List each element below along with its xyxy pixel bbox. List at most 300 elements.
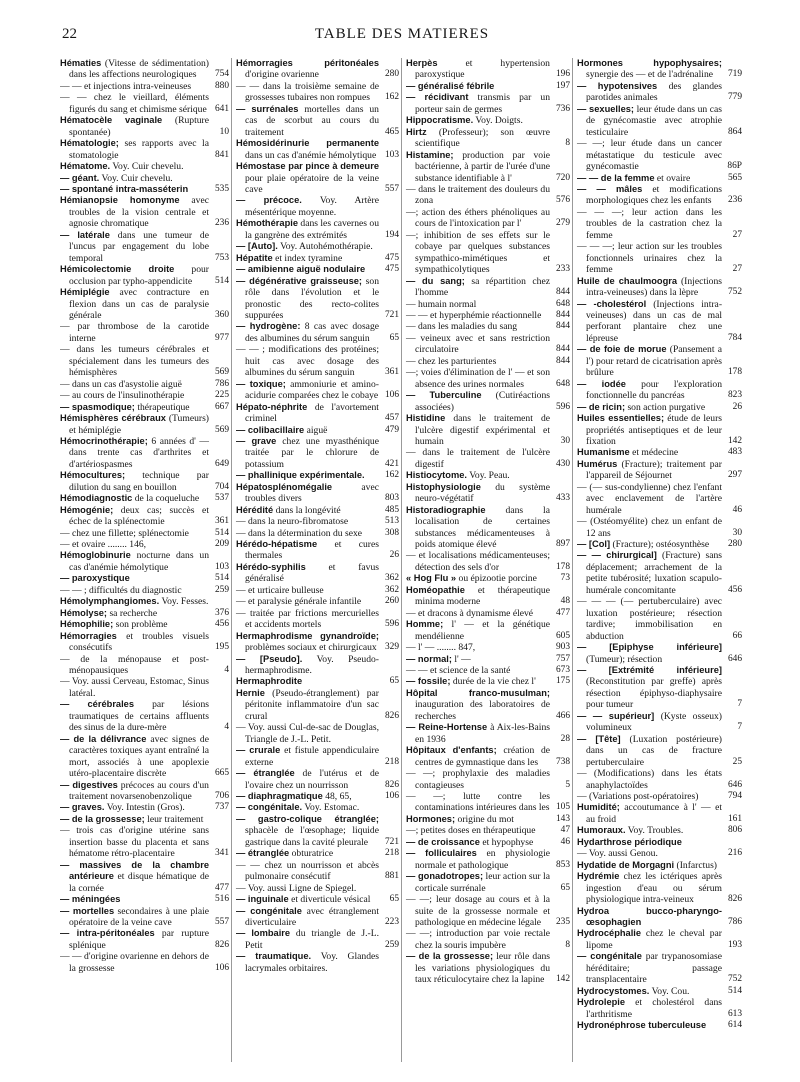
entry-term: — phallinique expérimentale.: [236, 470, 365, 481]
entry-term: — congénitale.: [236, 802, 303, 813]
entry-description: —; action des éthers phénoliques au cours de l'intoxication par l': [406, 206, 550, 230]
entry-page-number: 864: [727, 126, 742, 137]
index-entry: [60, 436, 229, 470]
entry-description: (Reconstitution par greffe) après résection épiphyso-diaphysaire pour tumeur: [586, 676, 722, 711]
entry-page-number: 142: [727, 435, 742, 446]
index-entry: [236, 802, 399, 813]
index-entry: [577, 986, 742, 997]
entry-term: Histidine: [406, 413, 446, 424]
entry-page-number: 738: [555, 756, 570, 767]
entry-description: de l'utérus et de l'ovaire chez un nourrisson: [245, 768, 379, 791]
entry-description: avec troubles divers: [245, 481, 379, 505]
index-entry: [236, 516, 399, 527]
index-entry: [577, 1020, 742, 1031]
entry-description: — (— sus-condylienne) chez l'enfant avec enclavement de l'artère humérale: [577, 481, 722, 516]
entry-page-number: 197: [555, 80, 570, 91]
entry-description: son problème: [115, 619, 168, 631]
entry-description: — — et hyperphémie réactionnelle: [406, 309, 542, 321]
entry-page-number: 86P: [727, 161, 742, 172]
entry-page-number: 216: [727, 848, 742, 859]
entry-description: (Fracture); traitement par l'appareil de Séjournet: [586, 458, 722, 482]
entry-page-number: 648: [555, 298, 570, 309]
entry-description: — au cours de l'insulinothérapie: [60, 390, 185, 402]
entry-description: l' —: [454, 653, 471, 665]
entry-page-number: 897: [555, 539, 570, 550]
index-entry: [406, 928, 570, 951]
entry-description: —; petites doses en thérapeutique: [406, 825, 536, 837]
entry-page-number: 225: [214, 390, 229, 401]
index-entry: [60, 825, 229, 859]
entry-page-number: 704: [214, 481, 229, 492]
entry-description: pour occlusion par typho-appendicite: [69, 264, 209, 287]
index-entry: [577, 241, 742, 275]
entry-page-number: 46: [732, 504, 742, 515]
entry-description: du système neuro-végétatif: [415, 481, 550, 505]
entry-page-number: 193: [727, 939, 742, 950]
index-entry: [577, 665, 742, 711]
entry-description: 48, 65,: [325, 791, 352, 802]
entry-term: Histophysiologie: [406, 481, 481, 492]
entry-page-number: 178: [555, 561, 570, 572]
entry-description: — dans le traitement des douleurs du zona: [406, 183, 550, 207]
entry-description: aiguë: [306, 424, 328, 436]
entry-page-number: 752: [727, 974, 742, 985]
entry-page-number: 421: [384, 458, 399, 469]
index-entry: [406, 115, 570, 126]
index-entry: [406, 608, 570, 619]
entry-description: et fistule appendiculaire externe: [245, 745, 379, 768]
entry-description: sa répartition chez l'homme: [415, 275, 550, 299]
index-entry: [406, 894, 570, 928]
entry-page-number: 514: [214, 573, 229, 584]
entry-term: — normal;: [406, 653, 452, 664]
entry-page-number: 614: [727, 1020, 742, 1031]
entry-description: Voy. Peau.: [469, 470, 510, 482]
index-entry: [236, 425, 399, 436]
entry-page-number: 721: [384, 836, 399, 847]
index-entry: [60, 402, 229, 413]
index-entry: [577, 906, 742, 929]
index-columns: [60, 58, 744, 1062]
index-entry: [236, 860, 399, 883]
index-entry: [577, 447, 742, 458]
entry-term: Hormones hypophysaires;: [577, 58, 722, 68]
entry-description: et cholestérol dans l'arthritisme: [586, 997, 722, 1020]
entry-page-number: 779: [727, 92, 742, 103]
entry-description: pour plaie opératoire de la veine cave: [245, 172, 379, 195]
entry-page-number: 65: [389, 332, 399, 343]
entry-description: — chez les parturientes: [406, 355, 497, 367]
entry-term: — [Auto].: [236, 241, 278, 252]
entry-page-number: 605: [555, 630, 570, 641]
entry-page-number: 646: [727, 653, 742, 664]
entry-description: production par voie bactérienne, à partir de l'urée d'une substance identifiable à l': [415, 149, 550, 184]
entry-page-number: 841: [214, 149, 229, 160]
entry-term: — Reine-Hortense: [406, 722, 488, 733]
index-entry: [60, 493, 229, 504]
entry-page-number: 844: [555, 321, 570, 332]
index-entry: [60, 951, 229, 974]
entry-description: — — d'origine ovarienne en dehors de la grossesse: [60, 951, 209, 974]
entry-description: et disque hématique de la cornée: [69, 871, 209, 894]
entry-term: — du sang;: [406, 275, 465, 286]
entry-page-number: 806: [727, 825, 742, 836]
index-entry: [60, 654, 229, 677]
index-entry: [406, 333, 570, 356]
entry-description: et favus généralisé: [245, 561, 379, 585]
entry-term: — amibienne aiguë nodulaire: [236, 264, 366, 275]
entry-page-number: 784: [727, 332, 742, 343]
index-entry: [406, 390, 570, 413]
entry-term: Humidité;: [577, 802, 620, 813]
entry-description: — dans la détermination du sexe: [236, 527, 363, 539]
entry-term: — Tuberculine: [406, 390, 482, 401]
entry-description: et index tyramine: [275, 252, 343, 264]
index-entry: [236, 562, 399, 585]
entry-page-number: 162: [384, 470, 399, 481]
entry-term: Hydarthrose périodique: [577, 836, 682, 847]
entry-description: à Aix-les-Bains en 1936: [415, 722, 551, 745]
index-entry: [577, 711, 742, 734]
entry-page-number: 826: [384, 779, 399, 790]
entry-page-number: 557: [384, 183, 399, 194]
index-entry: [577, 791, 742, 802]
entry-description: Voy. Fesses.: [161, 596, 209, 608]
entry-page-number: 752: [727, 287, 742, 298]
entry-description: — et urticaire bulleuse: [236, 584, 324, 596]
entry-page-number: 142: [555, 974, 570, 985]
entry-page-number: 646: [727, 779, 742, 790]
index-entry: [406, 482, 570, 505]
index-entry: [406, 367, 570, 390]
entry-page-number: 260: [384, 596, 399, 607]
entry-description: — de la ménopause et post-ménopausiques: [60, 653, 209, 677]
index-entry: [236, 276, 399, 322]
entry-description: et diverticule vésical: [291, 894, 371, 906]
index-entry: [236, 505, 399, 516]
entry-page-number: 362: [384, 573, 399, 584]
entry-description: et ovaire: [656, 172, 691, 184]
entry-term: Homme;: [406, 619, 444, 630]
entry-description: et médecine: [632, 447, 679, 459]
index-entry: [577, 596, 742, 642]
entry-term: — cérébrales: [60, 699, 135, 710]
entry-page-number: 537: [214, 493, 229, 504]
index-entry: [406, 230, 570, 276]
entry-page-number: 596: [555, 401, 570, 412]
entry-term: Hémolymphangiomes.: [60, 596, 160, 607]
index-entry: [60, 184, 229, 195]
entry-description: — traitée par frictions mercurielles et accidents mortels: [236, 607, 379, 631]
entry-term: — étranglée: [236, 768, 295, 779]
entry-page-number: 641: [214, 103, 229, 114]
entry-page-number: 844: [555, 344, 570, 355]
entry-term: Hormones;: [406, 813, 456, 824]
entry-description: — —; lutte contre les contaminations intérieures dans les: [406, 791, 550, 814]
entry-term: — traumatique.: [236, 951, 312, 962]
page-header: [62, 26, 742, 46]
index-entry: [236, 883, 399, 894]
entry-term: — mortelles: [60, 905, 115, 916]
index-entry: [577, 539, 742, 550]
index-entry: [406, 676, 570, 687]
page-number: 22: [62, 26, 77, 42]
entry-page-number: 466: [555, 710, 570, 721]
entry-term: Histamine;: [406, 149, 454, 160]
entry-page-number: 721: [384, 309, 399, 320]
entry-term: « Hog Flu »: [406, 573, 457, 584]
index-entry: [236, 906, 399, 929]
index-entry: [577, 402, 742, 413]
index-entry: [406, 470, 570, 481]
entry-term: Huile de chaulmoogra: [577, 275, 678, 286]
entry-description: (Injections intra-veineuses) dans la lèpre: [586, 275, 722, 299]
entry-description: par lésions traumatiques de certains affluents des sinus de la dure-mère: [69, 699, 209, 734]
entry-description: — Voy. aussi Genou.: [577, 848, 658, 860]
entry-term: — sexuelles;: [577, 103, 635, 114]
entry-page-number: 48: [560, 596, 570, 607]
entry-term: — — supérieur]: [577, 710, 655, 721]
entry-term: Hydronéphrose tuberculeuse: [577, 1020, 707, 1031]
entry-description: dans la localisation de certaines substances médicamenteuses à poids atomique élevé: [415, 504, 550, 551]
entry-description: obturatrice: [291, 848, 334, 860]
entry-description: origine du mot: [457, 813, 514, 825]
entry-page-number: 754: [214, 69, 229, 80]
entry-page-number: 665: [214, 768, 229, 779]
entry-term: Hémolyse;: [60, 607, 108, 618]
index-entry: [577, 848, 742, 859]
entry-term: — grave: [236, 435, 277, 446]
entry-page-number: 65: [560, 882, 570, 893]
entry-description: avec signes de caractères toxiques ayant entraîné la mort, associés à une apoplexie utéro-placentaire discrète: [69, 733, 209, 780]
entry-term: Hémostase par pince à demeure: [236, 161, 379, 172]
entry-page-number: 477: [555, 607, 570, 618]
index-entry: [236, 470, 399, 481]
entry-description: Voy. Troubles.: [627, 825, 684, 837]
entry-description: — dans le traitement de l'ulcère digestif: [406, 447, 550, 470]
index-entry: [406, 619, 570, 642]
index-entry: [577, 138, 742, 172]
entry-description: — — chez le vieillard, éléments figurés du sang et chimisme sérique: [60, 92, 209, 115]
entry-page-number: 736: [555, 103, 570, 114]
entry-page-number: 977: [214, 332, 229, 343]
entry-term: — — chirurgical]: [577, 550, 657, 561]
index-entry: [406, 58, 570, 81]
entry-page-number: 826: [384, 710, 399, 721]
entry-description: en physiologie normale et pathologique: [415, 848, 550, 871]
entry-description: (Luxation postérieure) dans un cas de fracture pertuberculaire: [586, 733, 722, 768]
entry-description: — humain normal: [406, 298, 477, 310]
entry-description: des glandes parotides animales: [586, 80, 722, 104]
entry-page-number: 143: [555, 813, 570, 824]
index-entry: [236, 482, 399, 505]
entry-term: Hémisphères cérébraux: [60, 413, 166, 424]
entry-page-number: 757: [555, 653, 570, 664]
entry-description: dans le traitement de l'ulcère digestif expérimental et humain: [415, 413, 550, 447]
entry-term: Hématocèle vaginale: [60, 115, 163, 126]
entry-term: — de foie de morue: [577, 344, 667, 355]
index-column-1: [60, 58, 231, 1062]
index-entry: [60, 470, 229, 493]
entry-page-number: 341: [214, 848, 229, 859]
entry-description: dans la longévité: [275, 504, 341, 516]
entry-page-number: 844: [555, 287, 570, 298]
index-entry: [60, 619, 229, 630]
index-entry: [60, 802, 229, 813]
index-entry: [236, 894, 399, 905]
index-column-4: [572, 58, 744, 1062]
index-entry: [577, 734, 742, 768]
index-entry: [236, 81, 399, 104]
entry-description: avec troubles de la vision centrale et agnosie chromatique: [69, 195, 209, 230]
index-entry: [60, 734, 229, 780]
entry-term: — de la délivrance: [60, 733, 147, 744]
entry-page-number: 565: [727, 172, 742, 183]
index-entry: [406, 184, 570, 207]
entry-term: Herpès: [406, 58, 438, 68]
entry-page-number: 308: [384, 527, 399, 538]
entry-page-number: 903: [555, 642, 570, 653]
entry-page-number: 194: [384, 229, 399, 240]
index-entry: [60, 161, 229, 172]
entry-page-number: 195: [214, 642, 229, 653]
entry-page-number: 236: [727, 195, 742, 206]
entry-description: — (Ostéomyélite) chez un enfant de 12 ans: [577, 516, 722, 539]
entry-page-number: 297: [727, 470, 742, 481]
entry-term: — toxique;: [236, 378, 286, 389]
entry-term: Hémorragies péritonéales: [236, 58, 379, 68]
index-entry: [406, 207, 570, 230]
entry-term: Hermaphrodite: [236, 676, 303, 687]
entry-page-number: 737: [214, 802, 229, 813]
entry-description: dans les cavernes ou la gangrène des extrémités: [245, 218, 379, 241]
index-entry: [236, 654, 399, 677]
index-entry: [236, 768, 399, 791]
entry-description: Voy. Cou.: [651, 985, 690, 997]
entry-term: Hérédité: [236, 504, 274, 515]
entry-description: — et dracons à dynamisme élevé: [406, 607, 534, 619]
index-entry: [60, 173, 229, 184]
entry-term: Hématies: [60, 58, 102, 68]
entry-page-number: 161: [727, 813, 742, 824]
index-entry: [236, 928, 399, 951]
index-entry: [236, 951, 399, 974]
entry-description: — — et science de la santé: [406, 665, 511, 677]
index-entry: [60, 676, 229, 699]
entry-page-number: 456: [727, 584, 742, 595]
entry-page-number: 535: [214, 183, 229, 194]
entry-page-number: 667: [214, 401, 229, 412]
entry-term: Hémoglobinurie: [60, 550, 131, 561]
index-entry: [60, 344, 229, 378]
index-entry: [236, 676, 399, 687]
entry-term: Huiles essentielles;: [577, 413, 665, 424]
index-column-2: [231, 58, 401, 1062]
entry-page-number: 596: [384, 619, 399, 630]
entry-term: — congénitale: [236, 905, 302, 916]
entry-description: — et ovaire ........ 146,: [60, 539, 147, 551]
entry-term: Hépatosplénomégalie: [236, 481, 333, 492]
entry-term: Hémodiagnostic: [60, 493, 133, 504]
index-entry: [60, 928, 229, 951]
entry-description: (Kyste osseux) volumineux: [586, 710, 722, 734]
index-entry: [236, 402, 399, 425]
index-entry: [577, 516, 742, 539]
entry-page-number: 465: [384, 126, 399, 137]
entry-description: par rupture splénique: [69, 928, 209, 951]
entry-term: — -cholestérol: [577, 298, 647, 309]
entry-description: l' — et la génétique mendélienne: [415, 619, 550, 642]
entry-description: (Pansement a l') pour retard de cicatrisation après brûlure: [586, 344, 722, 379]
index-entry: [236, 321, 399, 344]
entry-description: thérapeutique: [137, 401, 190, 413]
entry-page-number: 162: [384, 92, 399, 103]
index-entry: [60, 528, 229, 539]
entry-term: — spontané intra-masséterin: [60, 183, 189, 194]
entry-term: — inguinale: [236, 894, 289, 905]
entry-page-number: 329: [384, 642, 399, 653]
index-entry: [60, 138, 229, 161]
entry-description: ses rapports avec la stomatologie: [69, 138, 209, 161]
entry-term: — massives de la chambre antérieure: [60, 859, 209, 882]
entry-page-number: 235: [555, 916, 570, 927]
index-entry: [236, 218, 399, 241]
entry-page-number: 218: [384, 756, 399, 767]
entry-page-number: 557: [214, 916, 229, 927]
entry-description: synergie des — et de l'adrénaline: [586, 69, 714, 81]
entry-description: dans un cas d'anémie hémolytique: [245, 149, 377, 161]
index-entry: [406, 871, 570, 894]
index-entry: [236, 241, 399, 252]
entry-term: — colibacillaire: [236, 424, 305, 435]
index-entry: [60, 894, 229, 905]
entry-description: — —; prophylaxie des maladies contagieuses: [406, 768, 550, 791]
entry-description: ammoniurie et amino-acidurie comparées chez le cobaye: [245, 378, 379, 402]
entry-term: — diaphragmatique: [236, 791, 323, 801]
entry-page-number: 218: [384, 848, 399, 859]
entry-description: étude de leurs propriétés antiseptiques et de leur fixation: [586, 413, 723, 447]
entry-page-number: 844: [555, 355, 570, 366]
index-entry: [236, 528, 399, 539]
entry-description: (Infarctus): [676, 859, 717, 871]
entry-description: — — ; modifications des protéines; huit cas avec dosage des albumines du sérum sanguin: [236, 344, 379, 379]
index-entry: [577, 802, 742, 825]
entry-term: — [Col]: [577, 539, 611, 550]
entry-page-number: 362: [384, 584, 399, 595]
entry-page-number: 361: [384, 367, 399, 378]
entry-term: Hôpital franco-musulman;: [406, 687, 550, 698]
index-entry: [60, 58, 229, 81]
index-entry: [577, 58, 742, 81]
entry-description: et hypophyse: [482, 836, 534, 848]
entry-description: — —; leur dosage au cours et à la suite de la grossesse normale et pathologique en médecine légale: [406, 894, 550, 928]
index-entry: [406, 505, 570, 551]
entry-page-number: 576: [555, 195, 570, 206]
entry-term: — paroxystique: [60, 573, 130, 584]
entry-page-number: 880: [214, 80, 229, 91]
entry-term: Hérédo-syphilis: [236, 561, 306, 572]
entry-page-number: 516: [214, 894, 229, 905]
index-entry: [60, 699, 229, 733]
index-entry: [236, 745, 399, 768]
entry-description: (Tumeurs) et hémiplégie: [69, 413, 209, 436]
entry-term: Hérédo-hépatisme: [236, 539, 318, 550]
entry-page-number: 106: [214, 962, 229, 973]
entry-description: et modifications morphologiques chez les enfants: [586, 183, 722, 207]
entry-description: — (Modifications) dans les états anaphylactoïdes: [577, 768, 722, 791]
index-entry: [406, 150, 570, 184]
index-entry: [60, 287, 229, 321]
